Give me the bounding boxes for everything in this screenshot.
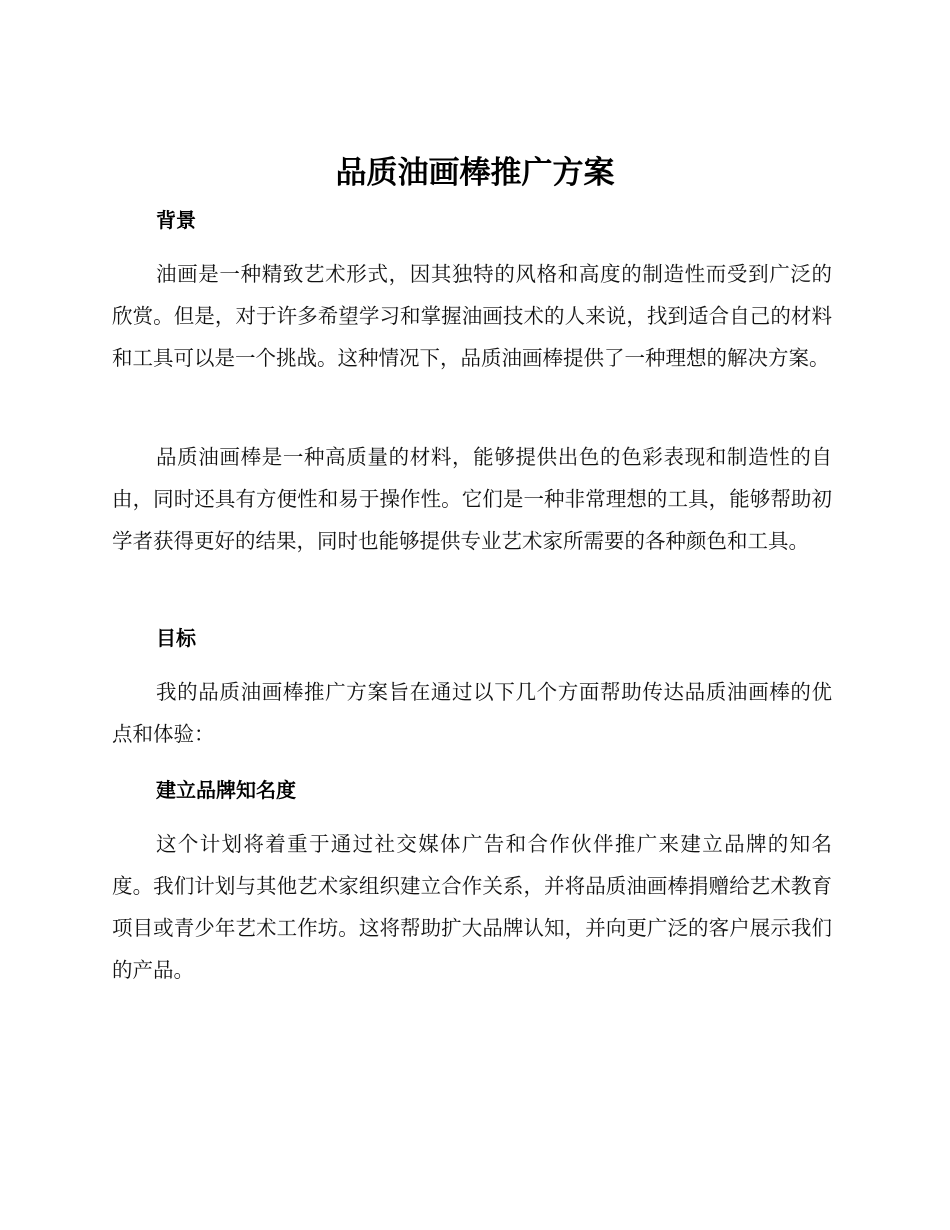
document-title: 品质油画棒推广方案 bbox=[335, 155, 615, 191]
paragraph-background-2: 品质油画棒是一种高质量的材料，能够提供出色的色彩表现和制造性的自由，同时还具有方便性和易于操作性。它们是一种非常理想的工具，能够帮助初学者获得更好的结果，同时也能够提供专业艺术家所需要的各种颜色和工具。 bbox=[112, 445, 832, 553]
paragraph-goal-1: 我的品质油画棒推广方案旨在通过以下几个方面帮助传达品质油画棒的优点和体验： bbox=[112, 680, 832, 746]
section-heading-brand-awareness: 建立品牌知名度 bbox=[156, 778, 296, 802]
paragraph-brand-awareness-1: 这个计划将着重于通过社交媒体广告和合作伙伴推广来建立品牌的知名度。我们计划与其他艺术家组织建立合作关系，并将品质油画棒捐赠给艺术教育项目或青少年艺术工作坊。这将帮助扩大品牌认知，并向更广泛的客户展示我们的产品。 bbox=[112, 832, 832, 982]
paragraph-background-1: 油画是一种精致艺术形式，因其独特的风格和高度的制造性而受到广泛的欣赏。但是，对于许多希望学习和掌握油画技术的人来说，找到适合自己的材料和工具可以是一个挑战。这种情况下，品质油画棒提供了一种理想的解决方案。 bbox=[112, 262, 832, 370]
section-heading-goal: 目标 bbox=[156, 626, 196, 650]
section-heading-background: 背景 bbox=[156, 208, 196, 232]
